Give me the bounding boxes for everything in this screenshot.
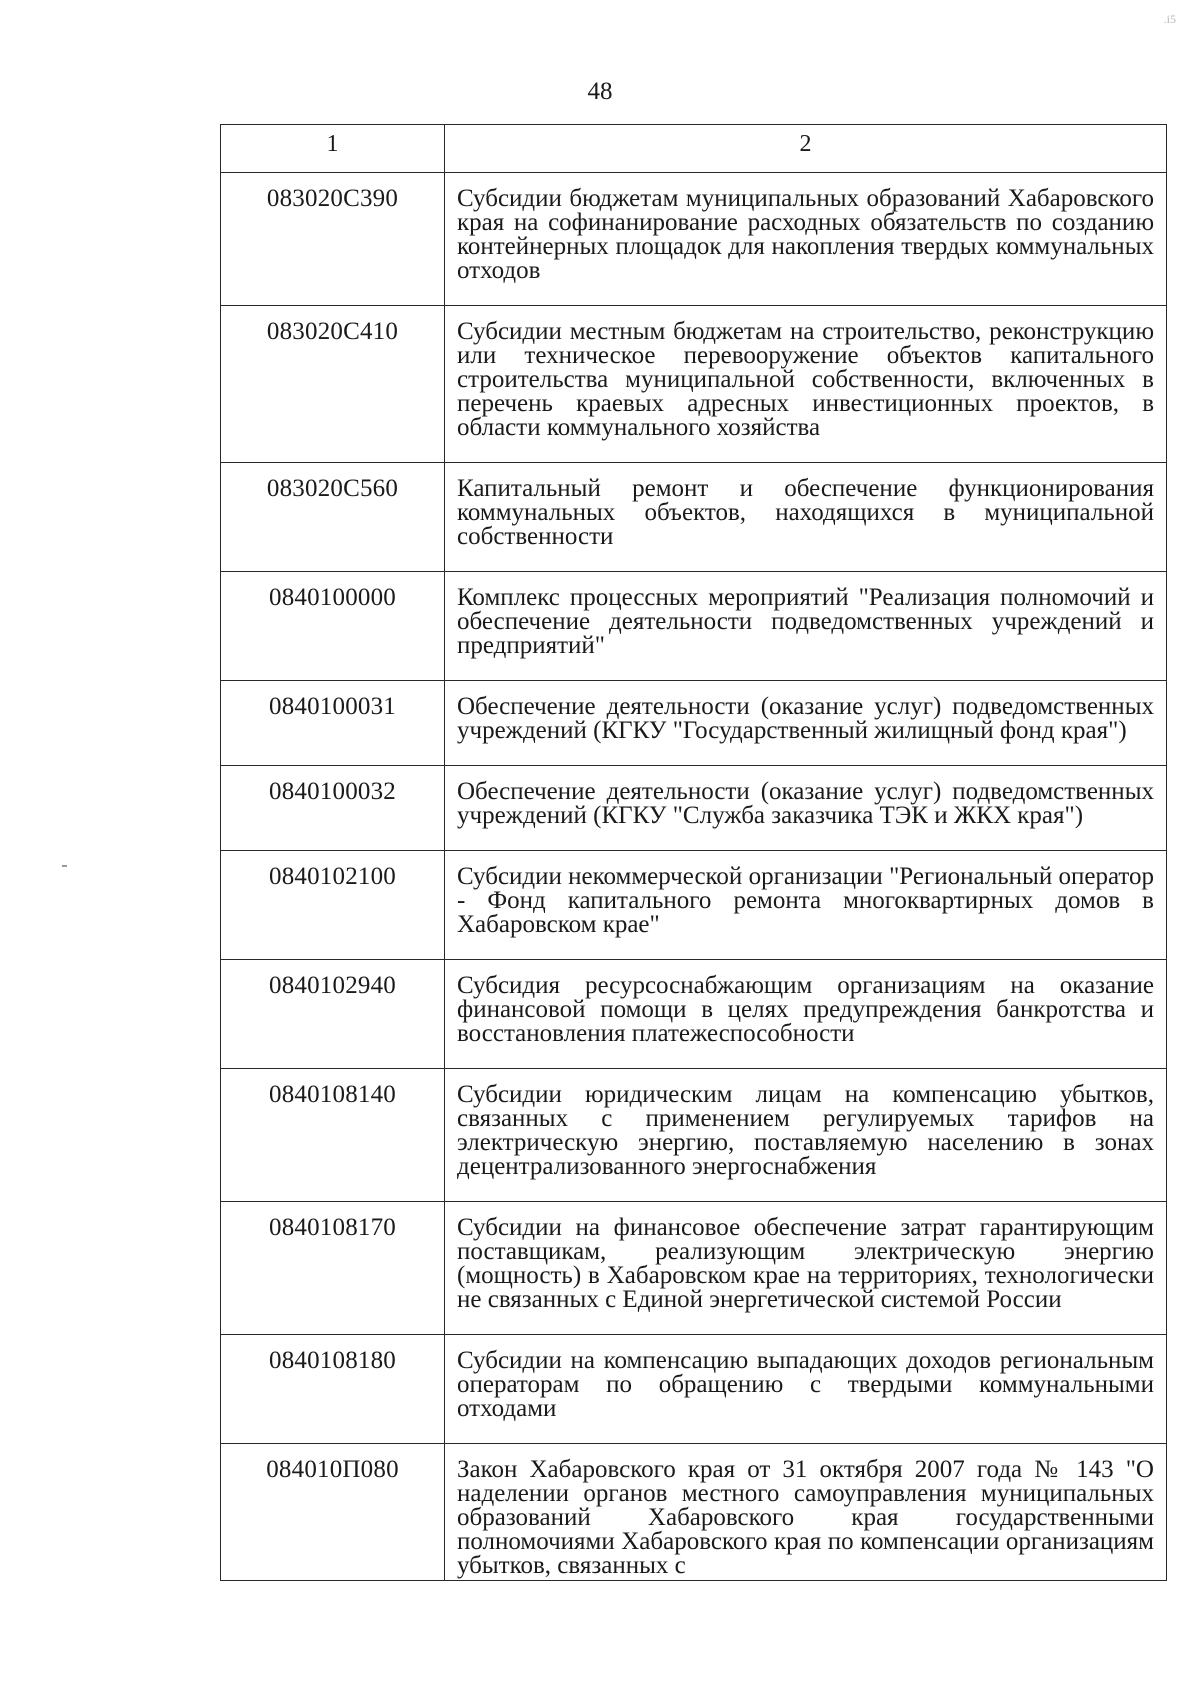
table-row <box>221 1444 1167 1581</box>
table-row <box>221 960 1167 1069</box>
table-row <box>221 1069 1167 1202</box>
table-row <box>221 306 1167 463</box>
budget-code: 0840100000 <box>221 572 445 681</box>
column-header-code: 1 <box>221 125 445 173</box>
expense-description: Субсидия ресурсоснабжающим организациям на оказание финансовой помощи в целях предупреждения банкротства и восстановления платежеспособности <box>445 960 1167 1069</box>
budget-code: 084010П080 <box>221 1444 445 1581</box>
table-row <box>221 766 1167 851</box>
table-row <box>221 1335 1167 1444</box>
expense-description: Капитальный ремонт и обеспечение функционирования коммунальных объектов, находящихся в муниципальной собственности <box>445 463 1167 572</box>
scan-corner-mark: .i5 <box>1163 12 1176 26</box>
expense-description: Субсидии на компенсацию выпадающих доходов региональным операторам по обращению с твердыми коммунальными отходами <box>445 1335 1167 1444</box>
budget-code: 0840102100 <box>221 851 445 960</box>
budget-code: 0840100031 <box>221 681 445 766</box>
table-header-row <box>221 125 1167 173</box>
budget-code: 0840100032 <box>221 766 445 851</box>
expense-description: Субсидии на финансовое обеспечение затрат гарантирующим поставщикам, реализующим электрическую энергию (мощность) в Хабаровском крае на территориях, технологически не связанных с Единой энергетической системой России <box>445 1202 1167 1335</box>
expense-description: Субсидии некоммерческой организации "Региональный оператор - Фонд капитального ремонта многоквартирных домов в Хабаровском крае" <box>445 851 1167 960</box>
budget-code: 083020С560 <box>221 463 445 572</box>
expense-description: Субсидии бюджетам муниципальных образований Хабаровского края на софинанирование расходных обязательств по созданию контейнерных площадок для накопления твердых коммунальных отходов <box>445 173 1167 306</box>
budget-code: 0840108180 <box>221 1335 445 1444</box>
scan-margin-speck <box>62 865 67 867</box>
page-number: 48 <box>587 78 613 105</box>
budget-code: 0840108170 <box>221 1202 445 1335</box>
budget-code: 0840108140 <box>221 1069 445 1202</box>
budget-code: 0840102940 <box>221 960 445 1069</box>
budget-codes-table <box>220 124 1167 1581</box>
budget-code: 083020С390 <box>221 173 445 306</box>
table-row <box>221 463 1167 572</box>
table-row <box>221 681 1167 766</box>
expense-description: Субсидии местным бюджетам на строительство, реконструкцию или техническое перевооружение объектов капитального строительства муниципальной собственности, включенных в перечень краевых адресных инвестиционных проектов, в области коммунального хозяйства <box>445 306 1167 463</box>
table-row <box>221 572 1167 681</box>
expense-description: Комплекс процессных мероприятий "Реализация полномочий и обеспечение деятельности подведомственных учреждений и предприятий" <box>445 572 1167 681</box>
column-header-description: 2 <box>445 125 1167 173</box>
expense-description: Обеспечение деятельности (оказание услуг) подведомственных учреждений (КГКУ "Служба заказчика ТЭК и ЖКХ края") <box>445 766 1167 851</box>
expense-description: Субсидии юридическим лицам на компенсацию убытков, связанных с применением регулируемых тарифов на электрическую энергию, поставляемую населению в зонах децентрализованного энергоснабжения <box>445 1069 1167 1202</box>
budget-code: 083020С410 <box>221 306 445 463</box>
expense-description: Закон Хабаровского края от 31 октября 2007 года № 143 "О наделении органов местного самоуправления муниципальных образований Хабаровского края государственными полномочиями Хабаровского края по компенсации организациям убытков, связанных с <box>445 1444 1167 1581</box>
table-row <box>221 1202 1167 1335</box>
expense-description: Обеспечение деятельности (оказание услуг) подведомственных учреждений (КГКУ "Государственный жилищный фонд края") <box>445 681 1167 766</box>
table-row <box>221 851 1167 960</box>
table-row <box>221 173 1167 306</box>
